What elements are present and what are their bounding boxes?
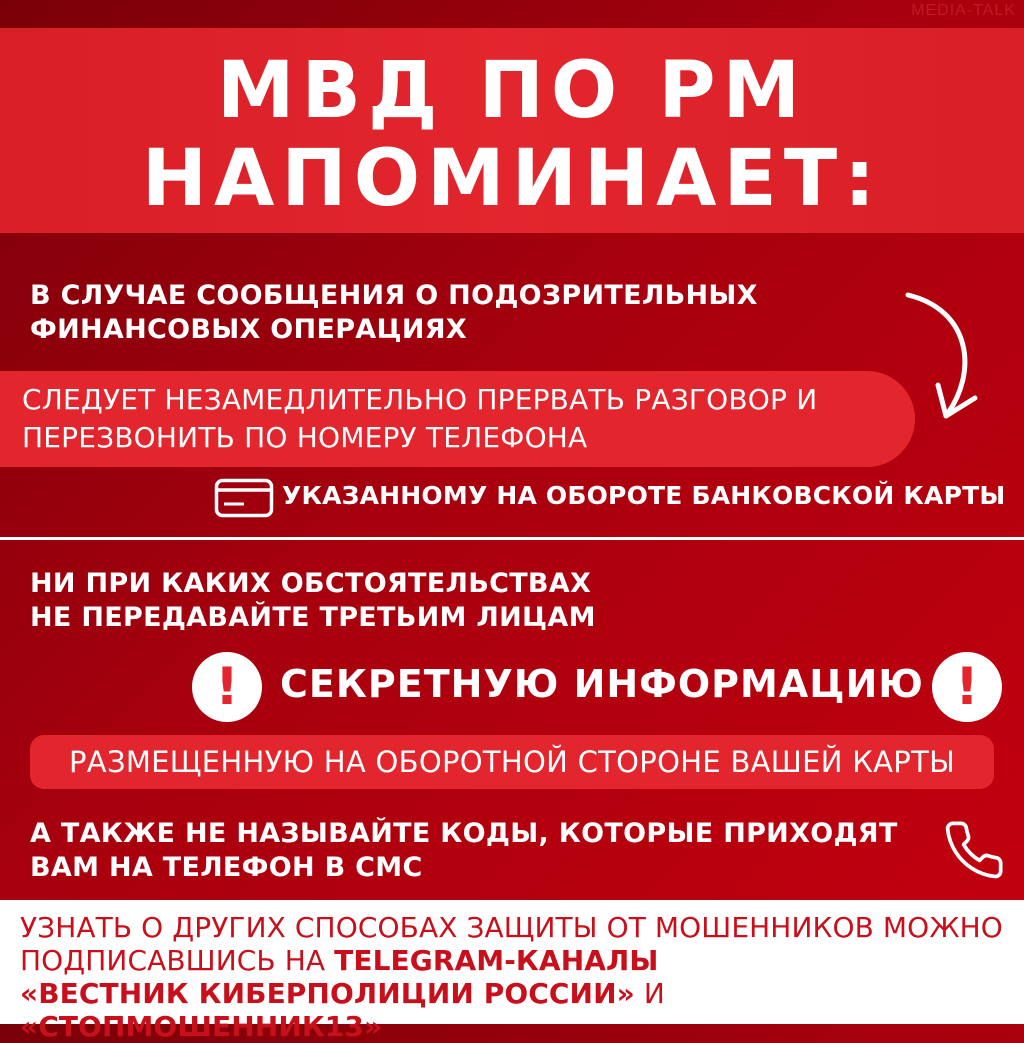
footer-line3 <box>20 977 1020 1043</box>
section3-line1: А ТАКЖЕ НЕ НАЗЫВАЙТЕ КОДЫ, КОТОРЫЕ ПРИХОДЯТ <box>30 818 898 849</box>
call-back-line1: СЛЕДУЕТ НЕЗАМЕДЛИТЕЛЬНО ПРЕРВАТЬ РАЗГОВОР И <box>22 383 818 416</box>
section1-heading-line2: ФИНАНСОВЫХ ОПЕРАЦИЯХ <box>30 314 467 345</box>
page-title-line2: НАПОМИНАЕТ: <box>141 134 883 224</box>
footer-text <box>20 911 1020 1043</box>
watermark: MEDIA-TALK <box>911 2 1016 19</box>
card-number-row <box>214 476 1014 520</box>
phone-icon <box>942 818 1006 882</box>
footer-line1: УЗНАТЬ О ДРУГИХ СПОСОБАХ ЗАЩИТЫ ОТ МОШЕННИКОВ МОЖНО <box>20 911 1003 944</box>
call-back-line2: ПЕРЕЗВОНИТЬ ПО НОМЕРУ ТЕЛЕФОНА <box>22 421 588 454</box>
exclamation-icon-left: ! <box>192 652 262 722</box>
secret-info-text: СЕКРЕТНУЮ ИНФОРМАЦИЮ <box>280 662 924 706</box>
section3-line2: ВАМ НА ТЕЛЕФОН В СМС <box>30 852 423 883</box>
telegram-channels-label: TELEGRAM-КАНАЛЫ <box>334 944 659 977</box>
section1-heading-line1: В СЛУЧАЕ СООБЩЕНИЯ О ПОДОЗРИТЕЛЬНЫХ <box>30 280 758 311</box>
bank-card-icon <box>214 478 274 518</box>
exclamation-icon-right: ! <box>932 652 1002 722</box>
footer-line2-prefix: ПОДПИСАВШИСЬ НА <box>20 944 335 977</box>
call-back-instruction <box>22 381 902 457</box>
footer-conjunction: И <box>634 977 665 1010</box>
page-title-line1: МВД ПО РМ <box>216 46 808 136</box>
secret-info-row <box>0 652 1024 722</box>
section-divider <box>0 537 1024 540</box>
section2-heading-line1: НИ ПРИ КАКИХ ОБСТОЯТЕЛЬСТВАХ <box>30 568 592 599</box>
channel-link-cyberpolice[interactable]: «ВЕСТНИК КИБЕРПОЛИЦИИ РОССИИ» <box>20 977 635 1010</box>
section2-heading-line2: НЕ ПЕРЕДАВАЙТЕ ТРЕТЬИМ ЛИЦАМ <box>30 602 596 633</box>
section1-heading <box>30 279 880 347</box>
channel-link-stopfraud[interactable]: «СТОПМОШЕННИК13» <box>20 1010 383 1043</box>
card-back-info-text: РАЗМЕЩЕННУЮ НА ОБОРОТНОЙ СТОРОНЕ ВАШЕЙ КАРТЫ <box>69 745 955 779</box>
footer-line2 <box>20 944 1020 977</box>
section2-heading <box>30 567 730 635</box>
card-back-text: УКАЗАННОМУ НА ОБОРОТЕ БАНКОВСКОЙ КАРТЫ <box>282 481 1006 510</box>
section3-text <box>30 817 930 885</box>
